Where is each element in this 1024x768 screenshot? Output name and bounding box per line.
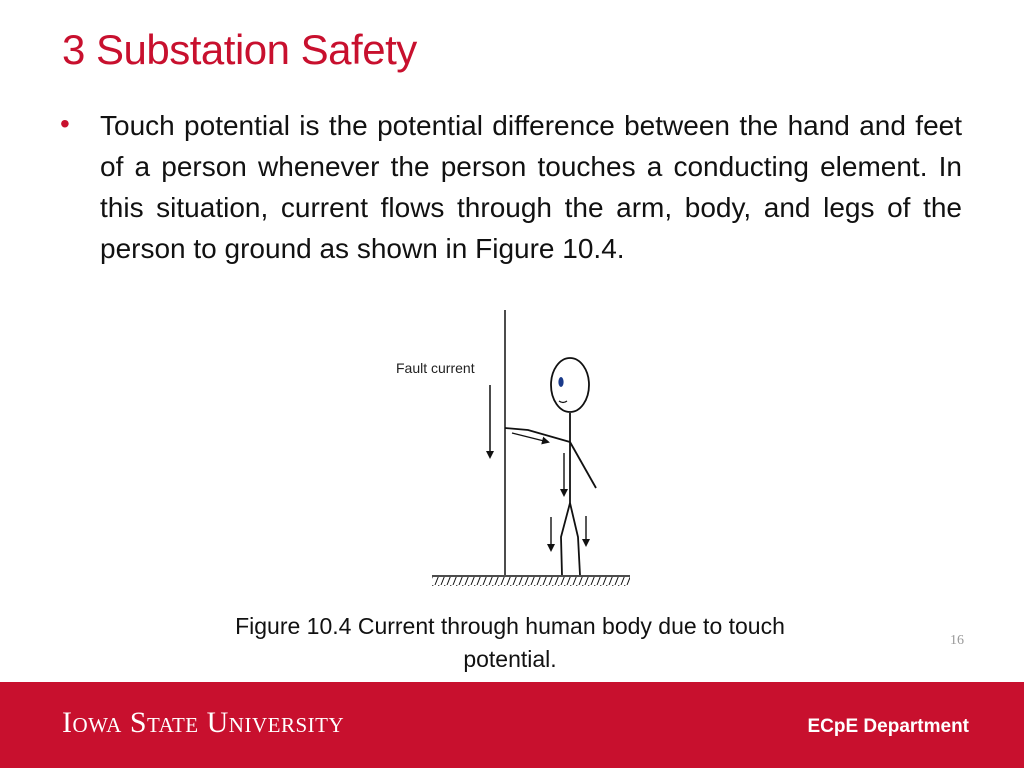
- footer-bar: [0, 682, 1024, 768]
- slide-number: 16: [950, 633, 964, 648]
- bullet-point-icon: •: [60, 108, 70, 139]
- person-arm-free: [570, 442, 596, 488]
- slide-title: 3 Substation Safety: [62, 26, 417, 73]
- person-eye: [558, 377, 563, 387]
- person-right-leg: [570, 503, 580, 575]
- bullet-text: Touch potential is the potential difference between the hand and feet of a person whenever the person touches a conducting element. In this situation, current flows through the arm, body, and legs of the person to ground as shown in Figure 10.4.: [100, 110, 962, 264]
- person-left-leg: [561, 503, 570, 575]
- fault-current-label: Fault current: [396, 360, 475, 376]
- university-logo-text: Iowa State University: [62, 706, 345, 739]
- figure-caption: Figure 10.4 Current through human body due to touch potential.: [235, 613, 785, 672]
- touch-potential-figure: [380, 305, 650, 590]
- person-head: [551, 358, 589, 412]
- ground-hatch: [432, 577, 630, 586]
- department-label: ECpE Department: [807, 716, 969, 737]
